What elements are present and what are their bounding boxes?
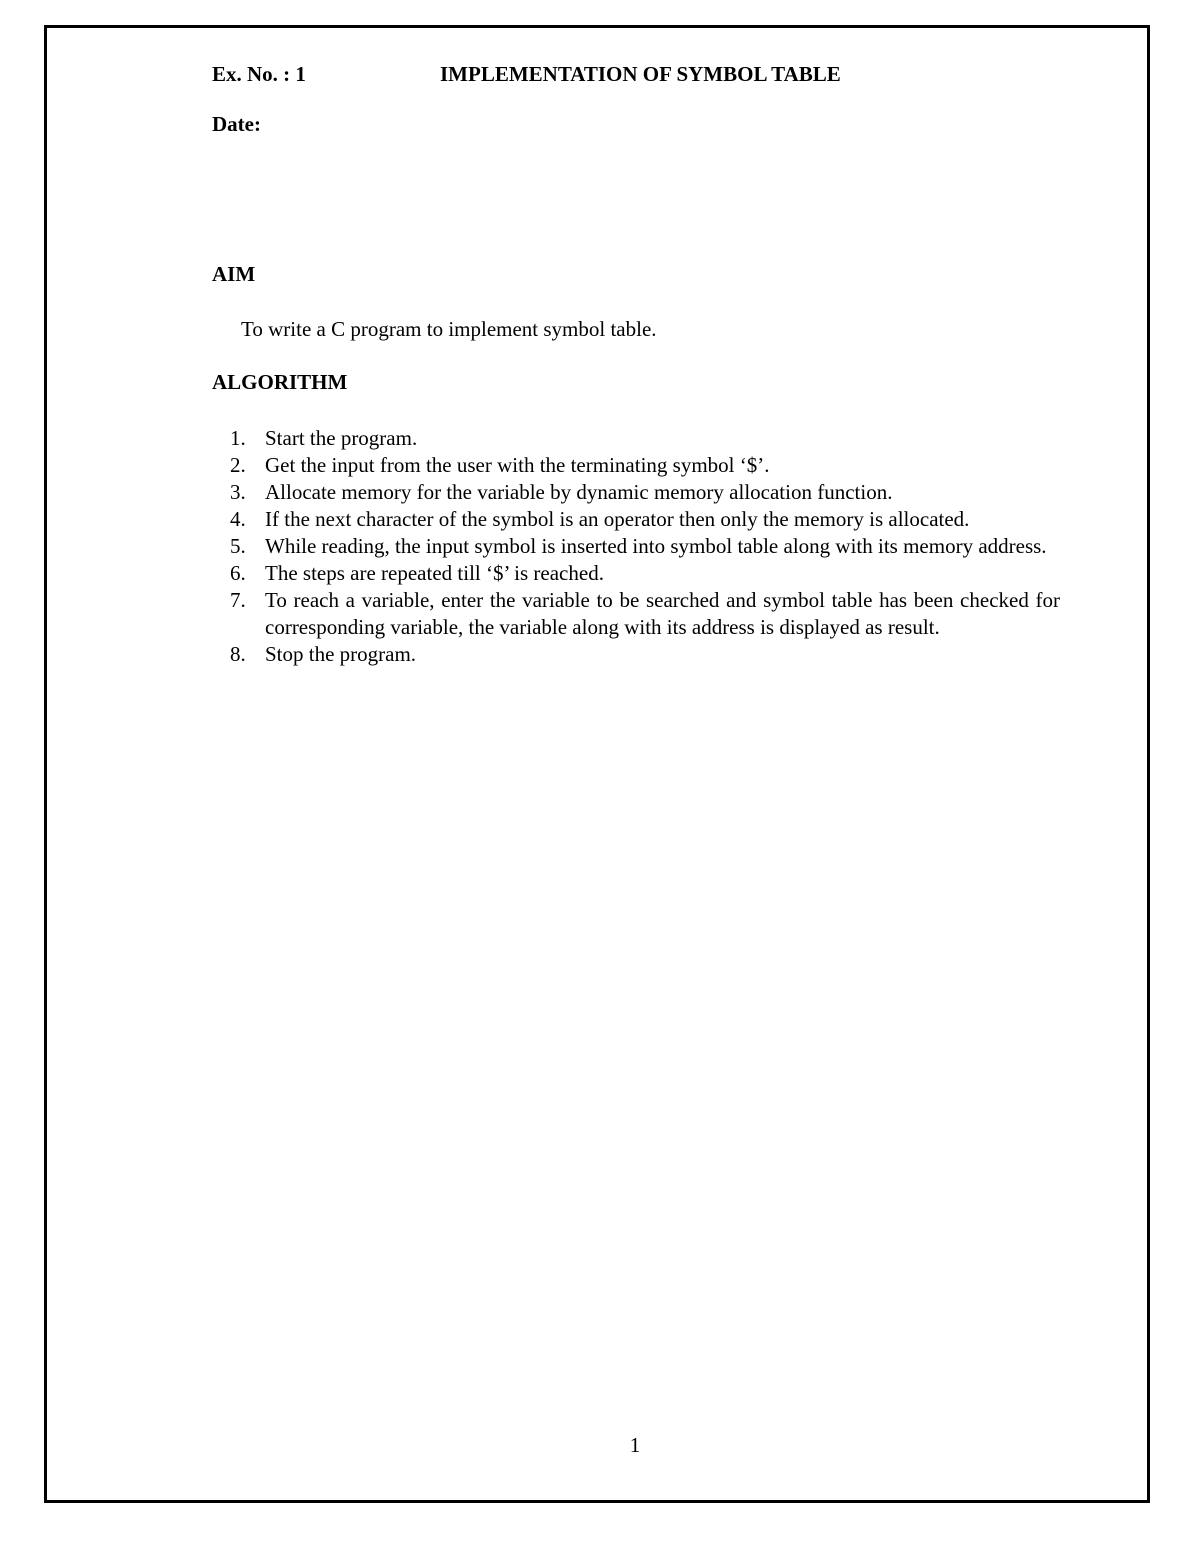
step-text: The steps are repeated till ‘$’ is reached.: [265, 561, 604, 585]
step-text: To reach a variable, enter the variable to be searched and symbol table has been checked for corresponding variable, the variable along with its address is displayed as result.: [265, 588, 1060, 639]
algorithm-step: [212, 641, 1060, 668]
step-number: 2.: [230, 453, 246, 477]
algorithm-step: [212, 479, 1060, 506]
date-label: Date:: [212, 112, 261, 136]
algorithm-step: [212, 506, 1060, 533]
page-number: 1: [629, 1433, 641, 1457]
algorithm-step: [212, 425, 1060, 452]
step-number: 6.: [230, 561, 246, 585]
aim-heading: AIM: [212, 262, 256, 286]
step-number: 8.: [230, 642, 246, 666]
algorithm-steps: [212, 425, 1060, 668]
algorithm-step: [212, 587, 1060, 641]
exercise-number: Ex. No. : 1: [212, 62, 306, 86]
step-number: 1.: [230, 426, 246, 450]
step-text: Get the input from the user with the terminating symbol ‘$’.: [265, 453, 770, 477]
step-text: Allocate memory for the variable by dynamic memory allocation function.: [265, 480, 893, 504]
step-text: Start the program.: [265, 426, 418, 450]
aim-text: To write a C program to implement symbol table.: [241, 317, 657, 341]
step-number: 5.: [230, 534, 246, 558]
step-number: 3.: [230, 480, 246, 504]
algorithm-step: [212, 560, 1060, 587]
step-number: 7.: [230, 588, 246, 612]
document-content: [212, 62, 1060, 666]
page-border: [44, 25, 1150, 1503]
step-text: While reading, the input symbol is inserted into symbol table along with its memory address.: [265, 534, 1047, 558]
algorithm-step: [212, 533, 1060, 560]
algorithm-heading: ALGORITHM: [212, 370, 348, 394]
step-number: 4.: [230, 507, 246, 531]
step-text: Stop the program.: [265, 642, 417, 666]
header-row: [212, 62, 1060, 94]
document-title: IMPLEMENTATION OF SYMBOL TABLE: [440, 62, 841, 86]
step-text: If the next character of the symbol is an operator then only the memory is allocated.: [265, 507, 970, 531]
algorithm-step: [212, 452, 1060, 479]
